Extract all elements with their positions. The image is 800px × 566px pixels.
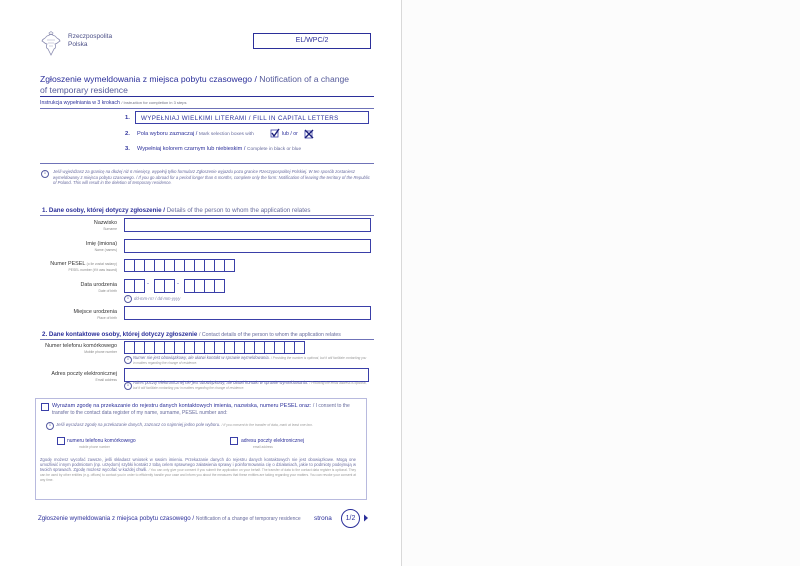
step-3-text <box>137 146 301 152</box>
email-label-pl: Adres poczty elektronicznej <box>51 371 117 377</box>
consent-footnote <box>40 458 356 483</box>
consent-footnote-en: / You can only give your consent if you submit the application on your behalf. The transfer of data to the contact data register is optional. They can be used by other entities (e.g. offices) to contact you in order to efficiently handle your case and inform you about the measures that these entities are taking regarding your matters. You can revoke your consent at any time. <box>40 467 356 482</box>
blank-next-page <box>402 0 800 566</box>
section-2-heading-pl: 2. Dane kontaktowe osoby, której dotyczy zgłoszenie <box>42 331 198 338</box>
section-1-heading-pl: 1. Dane osoby, której dotyczy zgłoszenie / <box>42 207 165 214</box>
consent-statement <box>52 403 364 417</box>
phone-note-icon: i <box>124 356 132 364</box>
section-1-heading <box>42 207 311 214</box>
consent-footnote-pl: Zgodę możesz wycofać zawsze, jeśli składasz wniosek w swoim imieniu. Przekazanie danych do rejestru danych kontaktowych nie jest obowiązkowe. Mogą one umożliwić innym podmiotom (np. urzędom) szybki kontakt z tobą celem sprawnego załatwienia sprawy i poinformowania cię o działaniach, jakie to podmioty podejmują w twoich sprawach. Zgodę możesz wycofać w każdej chwili. <box>40 457 356 472</box>
pesel-label-pl: Numer PESEL <box>50 261 86 267</box>
abroad-notice-pl: Jeśli wyjeżdżasz za granicę na dłużej niż 6 miesięcy, wypełnij tylko formularz Zgłoszenie wyjazdu poza granice Rzeczypospolitej Polskiej. W ten sposób zostaniesz wymeldowany z miejsca pobytu czasowego. <box>53 169 356 180</box>
step-1-capital-letters: WYPEŁNIAJ WIELKIMI LITERAMI / FILL IN CAPITAL LETTERS <box>135 111 369 124</box>
given-names-field[interactable] <box>124 239 371 253</box>
step-3-text-en: Complete in black or blue <box>247 147 302 152</box>
phone-label <box>30 343 117 355</box>
given-names-label-en: Name (names) <box>94 248 117 252</box>
form-title-en-cont: of temporary residence <box>40 85 128 95</box>
footer-title-en: Notification of a change of temporary residence <box>195 516 301 522</box>
consent-phone-label-en: mobile phone number <box>79 445 110 449</box>
consent-statement-pl: Wyrażam zgodę na przekazanie do rejestru danych kontaktowych imienia, nazwiska, numeru PESEL oraz: <box>52 403 312 409</box>
email-label <box>30 371 117 383</box>
date-of-birth-label-pl: Data urodzenia <box>80 282 117 288</box>
section-2-rule <box>40 339 374 340</box>
phone-label-pl: Numer telefonu komórkowego <box>45 343 117 349</box>
page-label: strona <box>314 515 332 522</box>
section-1-heading-en: Details of the person to whom the application relates <box>166 207 311 214</box>
email-label-en: Email address <box>95 378 117 382</box>
consent-email-label-pl: adresu poczty elektronicznej <box>241 438 305 444</box>
cross-mark-icon <box>304 129 314 139</box>
place-of-birth-field[interactable] <box>124 306 371 320</box>
consent-hint-icon: i <box>46 422 54 430</box>
phone-note-pl: Numer nie jest obowiązkowy, ale ułatwi kontakt w sprawie wymeldowania. <box>133 355 270 360</box>
given-names-label-pl: Imię (imiona) <box>85 241 117 247</box>
consent-hint-en: / If you consent to the transfer of data, mark at least one box. <box>221 423 313 427</box>
consent-statement-en: / I consent to the transfer to the contact data register of my name, surname, PESEL number and: <box>52 403 350 416</box>
email-note-pl: Adres poczty elektronicznej nie jest obowiązkowy, ale ułatwi kontakt w sprawie wymeldowania. <box>133 380 309 385</box>
pesel-label <box>30 261 117 273</box>
date-hint-icon: i <box>124 295 132 303</box>
checkmark-icon <box>270 128 280 138</box>
dob-year-box[interactable] <box>214 279 225 293</box>
step-2-text-pl: Pola wyboru zaznaczaj / <box>137 131 198 137</box>
email-note-icon: i <box>124 382 132 390</box>
form-title <box>40 74 375 96</box>
abroad-notice <box>53 169 371 186</box>
phone-label-en: Mobile phone number <box>84 350 117 354</box>
date-separator: - <box>147 281 149 287</box>
phone-digit-box[interactable] <box>294 341 305 354</box>
consent-phone-label-pl: numeru telefonu komórkowego <box>67 438 136 444</box>
consent-email-checkbox[interactable] <box>230 437 238 445</box>
consent-phone-label <box>67 438 136 450</box>
abroad-notice-en: / If you go abroad for a period longer than 6 months, complete only the form: Notification of leaving the territory of the Republic of Poland. This will result in the deletion of temporary residence. <box>53 174 370 186</box>
instructions-heading <box>40 100 186 107</box>
place-of-birth-label-en: Place of birth <box>97 316 117 320</box>
consent-checkbox[interactable] <box>41 403 49 411</box>
consent-hint-pl: Jeśli wyrażasz zgodę na przekazanie danych, zaznacz co najmniej jedno pole wyboru. <box>56 422 221 427</box>
surname-label-pl: Nazwisko <box>93 220 117 226</box>
section-1-rule <box>40 215 374 216</box>
surname-label <box>40 220 117 232</box>
instructions-heading-pl: Instrukcja wypełniania w 3 krokach <box>40 100 120 106</box>
title-rule <box>40 96 374 97</box>
page-number-badge: 1/2 <box>341 509 360 528</box>
surname-field[interactable] <box>124 218 371 232</box>
section-2-heading-en: / Contact details of the person to whom the application relates <box>199 332 341 338</box>
step-2-or: lub / or <box>282 131 298 137</box>
consent-phone-checkbox[interactable] <box>57 437 65 445</box>
form-code-box: EL/WPC/2 <box>253 33 371 49</box>
phone-note <box>133 356 369 365</box>
footer-title <box>38 515 308 523</box>
given-names-label <box>40 241 117 253</box>
consent-email-label <box>241 438 304 450</box>
consent-email-label-en: email address <box>253 445 273 449</box>
next-page-arrow-icon[interactable] <box>363 514 369 522</box>
eagle-emblem-icon <box>40 31 62 57</box>
country-name-line2: Polska <box>68 41 88 48</box>
email-note <box>133 381 369 390</box>
phone-note-en: / Providing the number is optional, but it will facilitate contacting you in matters regarding the change of residence. <box>133 356 367 365</box>
dob-month-box[interactable] <box>164 279 175 293</box>
step-3-number: 3. <box>125 146 130 152</box>
place-of-birth-label <box>40 309 117 321</box>
step-2-number: 2. <box>125 131 130 137</box>
pesel-label-en: PESEL number (if it was issued) <box>68 268 117 272</box>
step-1-number: 1. <box>125 115 130 121</box>
place-of-birth-label-pl: Miejsce urodzenia <box>73 309 117 315</box>
info-icon: i <box>41 170 49 178</box>
dob-day-box[interactable] <box>134 279 145 293</box>
step-2-text-en: Mark selection boxes with <box>198 132 254 137</box>
step-2-text <box>137 131 254 137</box>
pesel-label-note: (o ile został nadany) <box>86 262 117 266</box>
footer-title-pl: Zgłoszenie wymeldowania z miejsca pobytu czasowego / <box>38 515 195 522</box>
date-of-birth-label <box>40 282 117 294</box>
section-2-heading <box>42 331 341 338</box>
date-format-hint: dd-mm-rrrr / dd-mm-yyyy <box>134 296 181 301</box>
consent-hint <box>56 422 362 427</box>
step-3-text-pl: Wypełniaj kolorem czarnym lub niebieskim / <box>137 146 246 152</box>
email-note-en: / Providing the email address is optional, but it will facilitate contacting you in matters regarding the change of residence. <box>133 381 367 390</box>
surname-label-en: Surname <box>103 227 117 231</box>
instructions-bottom-rule <box>40 163 374 164</box>
instructions-heading-en: / Instruction for completion in 3 steps <box>121 100 187 105</box>
form-title-en: Notification of a change <box>259 74 350 84</box>
pesel-digit-box[interactable] <box>224 259 235 272</box>
date-of-birth-label-en: Date of birth <box>98 289 117 293</box>
instructions-rule <box>40 108 374 109</box>
form-title-pl: Zgłoszenie wymeldowania z miejsca pobytu czasowego / <box>40 74 257 84</box>
country-name-line1: Rzeczpospolita <box>68 33 113 40</box>
date-separator: - <box>177 281 179 287</box>
